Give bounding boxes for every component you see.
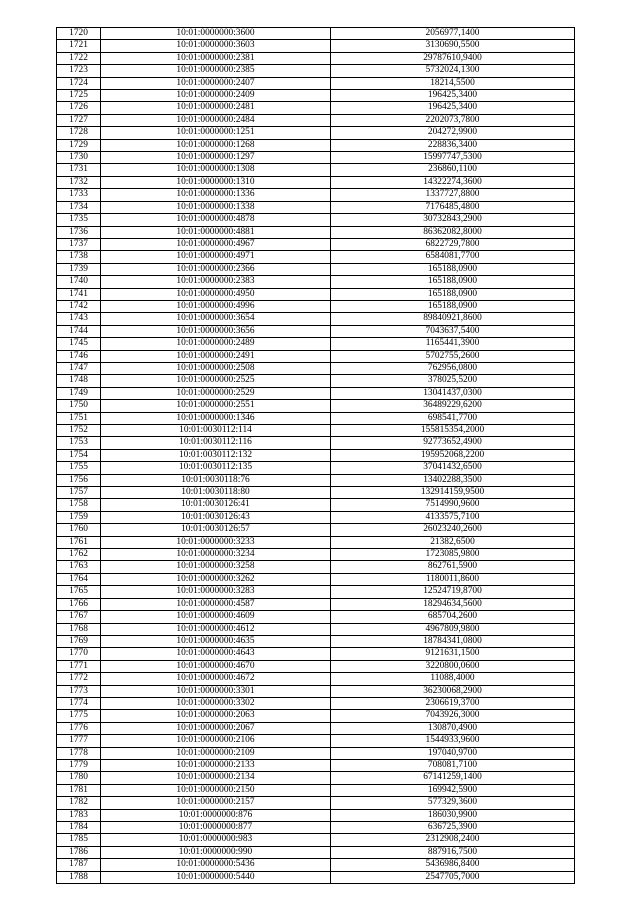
table-row: [57, 164, 575, 176]
table-row: [57, 722, 575, 734]
cadastral-number-cell: 10:01:0000000:1336: [101, 189, 331, 201]
table-row: [57, 611, 575, 623]
cadastral-value-cell: 4133575,7100: [331, 511, 575, 523]
cadastral-number-cell: 10:01:0000000:983: [101, 834, 331, 846]
cadastral-value-cell: 204272,9900: [331, 127, 575, 139]
row-number-cell: 1764: [57, 573, 101, 585]
cadastral-value-cell: 165188,0900: [331, 276, 575, 288]
cadastral-number-cell: 10:01:0000000:2525: [101, 375, 331, 387]
row-number-cell: 1739: [57, 263, 101, 275]
cadastral-value-cell: 18294634,5600: [331, 598, 575, 610]
row-number-cell: 1755: [57, 462, 101, 474]
cadastral-value-cell: 11088,4000: [331, 673, 575, 685]
cadastral-number-cell: 10:01:0000000:1268: [101, 139, 331, 151]
cadastral-value-cell: 577329,3600: [331, 797, 575, 809]
table-row: [57, 425, 575, 437]
table-row: [57, 586, 575, 598]
row-number-cell: 1735: [57, 214, 101, 226]
table-row: [57, 114, 575, 126]
row-number-cell: 1743: [57, 313, 101, 325]
cadastral-number-cell: 10:01:0000000:2407: [101, 77, 331, 89]
cadastral-number-cell: 10:01:0000000:2063: [101, 710, 331, 722]
cadastral-value-cell: 18214,5500: [331, 77, 575, 89]
cadastral-number-cell: 10:01:0000000:4670: [101, 660, 331, 672]
cadastral-number-cell: 10:01:0000000:2157: [101, 797, 331, 809]
document-page: [56, 27, 574, 884]
table-row: [57, 449, 575, 461]
row-number-cell: 1768: [57, 623, 101, 635]
cadastral-number-cell: 10:01:0000000:4971: [101, 251, 331, 263]
table-row: [57, 648, 575, 660]
cadastral-number-cell: 10:01:0030112:114: [101, 425, 331, 437]
cadastral-value-cell: 1180011,8600: [331, 573, 575, 585]
row-number-cell: 1724: [57, 77, 101, 89]
row-number-cell: 1727: [57, 114, 101, 126]
table-row: [57, 499, 575, 511]
row-number-cell: 1780: [57, 772, 101, 784]
cadastral-value-cell: 708081,7100: [331, 759, 575, 771]
row-number-cell: 1775: [57, 710, 101, 722]
cadastral-number-cell: 10:01:0000000:2409: [101, 90, 331, 102]
table-row: [57, 673, 575, 685]
row-number-cell: 1740: [57, 276, 101, 288]
cadastral-value-cell: 1165441,3900: [331, 338, 575, 350]
cadastral-value-cell: 7043926,3000: [331, 710, 575, 722]
row-number-cell: 1738: [57, 251, 101, 263]
cadastral-value-cell: 228836,3400: [331, 139, 575, 151]
cadastral-number-cell: 10:01:0000000:2385: [101, 65, 331, 77]
table-row: [57, 784, 575, 796]
cadastral-number-cell: 10:01:0000000:2489: [101, 338, 331, 350]
cadastral-value-cell: 37041432,6500: [331, 462, 575, 474]
cadastral-number-cell: 10:01:0000000:1346: [101, 412, 331, 424]
cadastral-value-cell: 86362082,8000: [331, 226, 575, 238]
cadastral-value-cell: 197040,9700: [331, 747, 575, 759]
row-number-cell: 1772: [57, 673, 101, 685]
row-number-cell: 1762: [57, 549, 101, 561]
row-number-cell: 1788: [57, 871, 101, 883]
cadastral-number-cell: 10:01:0030126:57: [101, 524, 331, 536]
table-row: [57, 524, 575, 536]
cadastral-value-cell: 169942,5900: [331, 784, 575, 796]
cadastral-value-cell: 196425,3400: [331, 90, 575, 102]
table-row: [57, 772, 575, 784]
row-number-cell: 1732: [57, 176, 101, 188]
table-row: [57, 263, 575, 275]
table-row: [57, 325, 575, 337]
cadastral-value-cell: 196425,3400: [331, 102, 575, 114]
cadastral-value-cell: 1337727,8800: [331, 189, 575, 201]
cadastral-value-cell: 36230068,2900: [331, 685, 575, 697]
cadastral-value-cell: 1544933,9600: [331, 735, 575, 747]
cadastral-value-cell: 155815354,2000: [331, 425, 575, 437]
table-row: [57, 462, 575, 474]
cadastral-value-cell: 636725,3900: [331, 822, 575, 834]
table-row: [57, 226, 575, 238]
row-number-cell: 1786: [57, 846, 101, 858]
cadastral-number-cell: 10:01:0000000:877: [101, 822, 331, 834]
table-row: [57, 400, 575, 412]
table-row: [57, 350, 575, 362]
row-number-cell: 1760: [57, 524, 101, 536]
cadastral-value-cell: 195952068,2200: [331, 449, 575, 461]
table-row: [57, 747, 575, 759]
row-number-cell: 1751: [57, 412, 101, 424]
row-number-cell: 1728: [57, 127, 101, 139]
table-row: [57, 52, 575, 64]
cadastral-number-cell: 10:01:0000000:3258: [101, 561, 331, 573]
registry-table-body: [57, 28, 575, 884]
row-number-cell: 1753: [57, 437, 101, 449]
row-number-cell: 1756: [57, 474, 101, 486]
row-number-cell: 1744: [57, 325, 101, 337]
row-number-cell: 1721: [57, 40, 101, 52]
table-row: [57, 412, 575, 424]
row-number-cell: 1771: [57, 660, 101, 672]
row-number-cell: 1782: [57, 797, 101, 809]
cadastral-value-cell: 6822729,7800: [331, 238, 575, 250]
table-row: [57, 809, 575, 821]
cadastral-number-cell: 10:01:0000000:4996: [101, 300, 331, 312]
cadastral-number-cell: 10:01:0000000:2529: [101, 387, 331, 399]
cadastral-value-cell: 4967809,9800: [331, 623, 575, 635]
cadastral-number-cell: 10:01:0000000:2491: [101, 350, 331, 362]
cadastral-number-cell: 10:01:0000000:2133: [101, 759, 331, 771]
cadastral-number-cell: 10:01:0000000:3301: [101, 685, 331, 697]
cadastral-number-cell: 10:01:0000000:5440: [101, 871, 331, 883]
cadastral-value-cell: 130870,4900: [331, 722, 575, 734]
cadastral-value-cell: 1723085,9800: [331, 549, 575, 561]
row-number-cell: 1726: [57, 102, 101, 114]
cadastral-number-cell: 10:01:0000000:4609: [101, 611, 331, 623]
table-row: [57, 28, 575, 40]
table-row: [57, 710, 575, 722]
table-row: [57, 152, 575, 164]
table-row: [57, 437, 575, 449]
table-row: [57, 238, 575, 250]
table-row: [57, 846, 575, 858]
row-number-cell: 1776: [57, 722, 101, 734]
cadastral-value-cell: 698541,7700: [331, 412, 575, 424]
row-number-cell: 1750: [57, 400, 101, 412]
table-row: [57, 561, 575, 573]
cadastral-value-cell: 3130690,5500: [331, 40, 575, 52]
cadastral-value-cell: 5732024,1300: [331, 65, 575, 77]
row-number-cell: 1734: [57, 201, 101, 213]
cadastral-value-cell: 92773652,4900: [331, 437, 575, 449]
cadastral-value-cell: 5436986,8400: [331, 859, 575, 871]
cadastral-value-cell: 7176485,4800: [331, 201, 575, 213]
cadastral-number-cell: 10:01:0000000:1308: [101, 164, 331, 176]
cadastral-number-cell: 10:01:0030112:116: [101, 437, 331, 449]
cadastral-number-cell: 10:01:0000000:876: [101, 809, 331, 821]
row-number-cell: 1733: [57, 189, 101, 201]
row-number-cell: 1777: [57, 735, 101, 747]
row-number-cell: 1757: [57, 487, 101, 499]
row-number-cell: 1746: [57, 350, 101, 362]
table-row: [57, 735, 575, 747]
cadastral-number-cell: 10:01:0000000:2109: [101, 747, 331, 759]
table-row: [57, 65, 575, 77]
cadastral-value-cell: 2312908,2400: [331, 834, 575, 846]
row-number-cell: 1765: [57, 586, 101, 598]
row-number-cell: 1766: [57, 598, 101, 610]
cadastral-value-cell: 15997747,5300: [331, 152, 575, 164]
row-number-cell: 1752: [57, 425, 101, 437]
cadastral-number-cell: 10:01:0000000:4878: [101, 214, 331, 226]
registry-table: [56, 27, 575, 884]
row-number-cell: 1759: [57, 511, 101, 523]
table-row: [57, 822, 575, 834]
cadastral-value-cell: 12524719,8700: [331, 586, 575, 598]
table-row: [57, 697, 575, 709]
cadastral-value-cell: 30732843,2900: [331, 214, 575, 226]
cadastral-number-cell: 10:01:0000000:2106: [101, 735, 331, 747]
row-number-cell: 1720: [57, 28, 101, 40]
table-row: [57, 685, 575, 697]
table-row: [57, 797, 575, 809]
table-row: [57, 573, 575, 585]
cadastral-number-cell: 10:01:0000000:3283: [101, 586, 331, 598]
cadastral-value-cell: 165188,0900: [331, 263, 575, 275]
row-number-cell: 1770: [57, 648, 101, 660]
cadastral-value-cell: 3220800,0600: [331, 660, 575, 672]
row-number-cell: 1741: [57, 288, 101, 300]
cadastral-number-cell: 10:01:0000000:2134: [101, 772, 331, 784]
row-number-cell: 1736: [57, 226, 101, 238]
row-number-cell: 1758: [57, 499, 101, 511]
row-number-cell: 1774: [57, 697, 101, 709]
table-row: [57, 313, 575, 325]
cadastral-value-cell: 2202073,7800: [331, 114, 575, 126]
cadastral-value-cell: 26023240,2600: [331, 524, 575, 536]
table-row: [57, 139, 575, 151]
table-row: [57, 660, 575, 672]
cadastral-number-cell: 10:01:0000000:1297: [101, 152, 331, 164]
cadastral-number-cell: 10:01:0030112:135: [101, 462, 331, 474]
row-number-cell: 1731: [57, 164, 101, 176]
cadastral-number-cell: 10:01:0000000:990: [101, 846, 331, 858]
table-row: [57, 251, 575, 263]
cadastral-value-cell: 378025,5200: [331, 375, 575, 387]
cadastral-value-cell: 89840921,8600: [331, 313, 575, 325]
table-row: [57, 201, 575, 213]
table-row: [57, 338, 575, 350]
row-number-cell: 1749: [57, 387, 101, 399]
cadastral-number-cell: 10:01:0000000:2484: [101, 114, 331, 126]
cadastral-value-cell: 887916,7500: [331, 846, 575, 858]
row-number-cell: 1722: [57, 52, 101, 64]
table-row: [57, 487, 575, 499]
cadastral-value-cell: 2056977,1400: [331, 28, 575, 40]
row-number-cell: 1787: [57, 859, 101, 871]
cadastral-number-cell: 10:01:0000000:4881: [101, 226, 331, 238]
table-row: [57, 90, 575, 102]
cadastral-number-cell: 10:01:0000000:4967: [101, 238, 331, 250]
cadastral-value-cell: 165188,0900: [331, 288, 575, 300]
cadastral-number-cell: 10:01:0000000:2381: [101, 52, 331, 64]
table-row: [57, 536, 575, 548]
cadastral-number-cell: 10:01:0000000:2551: [101, 400, 331, 412]
cadastral-number-cell: 10:01:0000000:2383: [101, 276, 331, 288]
table-row: [57, 276, 575, 288]
cadastral-number-cell: 10:01:0000000:4643: [101, 648, 331, 660]
cadastral-number-cell: 10:01:0030126:43: [101, 511, 331, 523]
cadastral-number-cell: 10:01:0000000:3600: [101, 28, 331, 40]
cadastral-number-cell: 10:01:0000000:4672: [101, 673, 331, 685]
cadastral-number-cell: 10:01:0000000:1310: [101, 176, 331, 188]
table-row: [57, 511, 575, 523]
table-row: [57, 102, 575, 114]
cadastral-number-cell: 10:01:0030118:76: [101, 474, 331, 486]
cadastral-value-cell: 7043637,5400: [331, 325, 575, 337]
table-row: [57, 474, 575, 486]
cadastral-number-cell: 10:01:0000000:1251: [101, 127, 331, 139]
row-number-cell: 1742: [57, 300, 101, 312]
cadastral-number-cell: 10:01:0000000:3603: [101, 40, 331, 52]
row-number-cell: 1730: [57, 152, 101, 164]
table-row: [57, 859, 575, 871]
cadastral-value-cell: 13041437,0300: [331, 387, 575, 399]
cadastral-value-cell: 685704,2600: [331, 611, 575, 623]
table-row: [57, 176, 575, 188]
cadastral-number-cell: 10:01:0000000:3234: [101, 549, 331, 561]
cadastral-value-cell: 18784341,0800: [331, 635, 575, 647]
cadastral-number-cell: 10:01:0000000:3656: [101, 325, 331, 337]
cadastral-number-cell: 10:01:0030118:80: [101, 487, 331, 499]
table-row: [57, 189, 575, 201]
cadastral-number-cell: 10:01:0000000:2366: [101, 263, 331, 275]
table-row: [57, 834, 575, 846]
cadastral-value-cell: 7514990,9600: [331, 499, 575, 511]
row-number-cell: 1725: [57, 90, 101, 102]
row-number-cell: 1783: [57, 809, 101, 821]
row-number-cell: 1754: [57, 449, 101, 461]
cadastral-number-cell: 10:01:0000000:3654: [101, 313, 331, 325]
table-row: [57, 375, 575, 387]
cadastral-value-cell: 6584081,7700: [331, 251, 575, 263]
cadastral-number-cell: 10:01:0030126:41: [101, 499, 331, 511]
table-row: [57, 288, 575, 300]
cadastral-number-cell: 10:01:0000000:3233: [101, 536, 331, 548]
cadastral-value-cell: 14322274,3600: [331, 176, 575, 188]
cadastral-number-cell: 10:01:0000000:3302: [101, 697, 331, 709]
row-number-cell: 1773: [57, 685, 101, 697]
table-row: [57, 549, 575, 561]
cadastral-number-cell: 10:01:0000000:4950: [101, 288, 331, 300]
cadastral-value-cell: 9121631,1500: [331, 648, 575, 660]
cadastral-value-cell: 36489229,6200: [331, 400, 575, 412]
cadastral-value-cell: 5702755,2600: [331, 350, 575, 362]
cadastral-number-cell: 10:01:0000000:4635: [101, 635, 331, 647]
table-row: [57, 598, 575, 610]
cadastral-value-cell: 862761,5900: [331, 561, 575, 573]
row-number-cell: 1761: [57, 536, 101, 548]
table-row: [57, 300, 575, 312]
cadastral-value-cell: 186030,9900: [331, 809, 575, 821]
cadastral-number-cell: 10:01:0000000:2150: [101, 784, 331, 796]
cadastral-value-cell: 2547705,7000: [331, 871, 575, 883]
row-number-cell: 1779: [57, 759, 101, 771]
cadastral-number-cell: 10:01:0030112:132: [101, 449, 331, 461]
cadastral-number-cell: 10:01:0000000:5436: [101, 859, 331, 871]
table-row: [57, 623, 575, 635]
table-row: [57, 40, 575, 52]
table-row: [57, 871, 575, 883]
table-row: [57, 214, 575, 226]
table-row: [57, 77, 575, 89]
table-row: [57, 362, 575, 374]
row-number-cell: 1778: [57, 747, 101, 759]
cadastral-number-cell: 10:01:0000000:2508: [101, 362, 331, 374]
row-number-cell: 1747: [57, 362, 101, 374]
row-number-cell: 1729: [57, 139, 101, 151]
cadastral-value-cell: 29787610,9400: [331, 52, 575, 64]
row-number-cell: 1767: [57, 611, 101, 623]
row-number-cell: 1745: [57, 338, 101, 350]
row-number-cell: 1763: [57, 561, 101, 573]
cadastral-value-cell: 21382,6500: [331, 536, 575, 548]
table-row: [57, 759, 575, 771]
row-number-cell: 1737: [57, 238, 101, 250]
row-number-cell: 1769: [57, 635, 101, 647]
cadastral-value-cell: 13402288,3500: [331, 474, 575, 486]
cadastral-value-cell: 165188,0900: [331, 300, 575, 312]
table-row: [57, 635, 575, 647]
cadastral-value-cell: 762956,0800: [331, 362, 575, 374]
cadastral-number-cell: 10:01:0000000:3262: [101, 573, 331, 585]
cadastral-value-cell: 67141259,1400: [331, 772, 575, 784]
table-row: [57, 127, 575, 139]
cadastral-value-cell: 132914159,9500: [331, 487, 575, 499]
table-row: [57, 387, 575, 399]
row-number-cell: 1723: [57, 65, 101, 77]
row-number-cell: 1781: [57, 784, 101, 796]
cadastral-value-cell: 2306619,3700: [331, 697, 575, 709]
cadastral-number-cell: 10:01:0000000:2481: [101, 102, 331, 114]
cadastral-number-cell: 10:01:0000000:1338: [101, 201, 331, 213]
cadastral-number-cell: 10:01:0000000:2067: [101, 722, 331, 734]
cadastral-number-cell: 10:01:0000000:4587: [101, 598, 331, 610]
row-number-cell: 1784: [57, 822, 101, 834]
row-number-cell: 1748: [57, 375, 101, 387]
row-number-cell: 1785: [57, 834, 101, 846]
cadastral-value-cell: 236860,1100: [331, 164, 575, 176]
cadastral-number-cell: 10:01:0000000:4612: [101, 623, 331, 635]
